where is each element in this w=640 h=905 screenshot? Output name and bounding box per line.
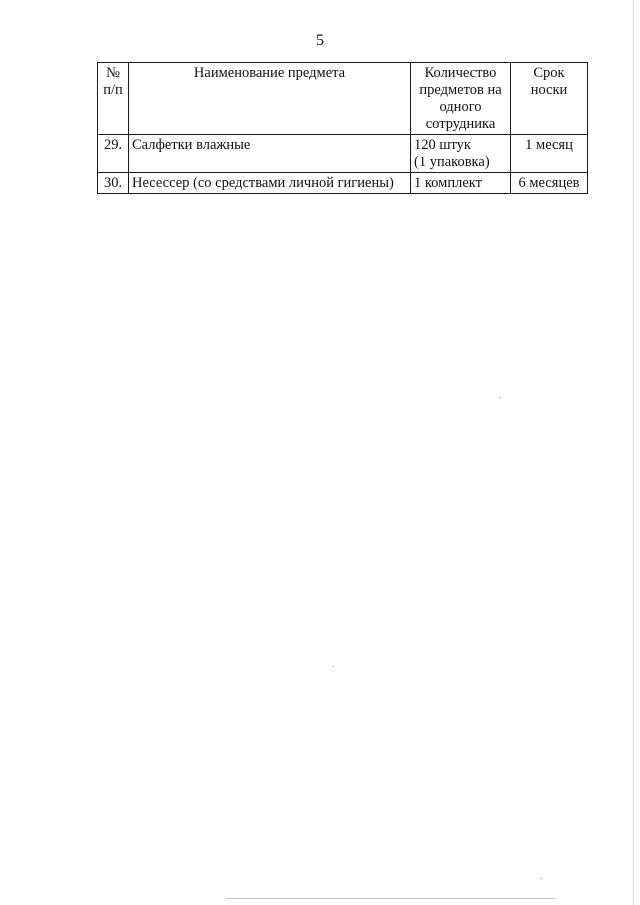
header-term: Срок носки bbox=[511, 63, 588, 135]
row-quantity bbox=[411, 135, 511, 173]
scan-bottom-edge bbox=[226, 898, 556, 899]
row-name: Несессер (со средствами личной гигиены) bbox=[129, 173, 411, 194]
row-term: 1 месяц bbox=[511, 135, 588, 173]
table-row bbox=[98, 135, 588, 173]
row-term: 6 месяцев bbox=[511, 173, 588, 194]
page-number: 5 bbox=[316, 32, 324, 49]
scan-speck bbox=[541, 878, 542, 879]
table-header-row bbox=[98, 63, 588, 135]
header-num: № п/п bbox=[98, 63, 129, 135]
header-quantity: Количество предметов на одного сотрудника bbox=[411, 63, 511, 135]
scan-speck bbox=[500, 397, 501, 398]
row-num: 29. bbox=[98, 135, 129, 173]
table-row bbox=[98, 173, 588, 194]
scan-right-edge bbox=[633, 0, 634, 905]
row-quantity-line2: (1 упаковка) bbox=[414, 154, 490, 170]
header-name: Наименование предмета bbox=[129, 63, 411, 135]
items-table bbox=[97, 62, 588, 194]
row-num: 30. bbox=[98, 173, 129, 194]
row-name: Салфетки влажные bbox=[129, 135, 411, 173]
scan-speck bbox=[333, 666, 334, 667]
row-quantity-line1: 120 штук bbox=[414, 137, 471, 153]
row-quantity: 1 комплект bbox=[411, 173, 511, 194]
